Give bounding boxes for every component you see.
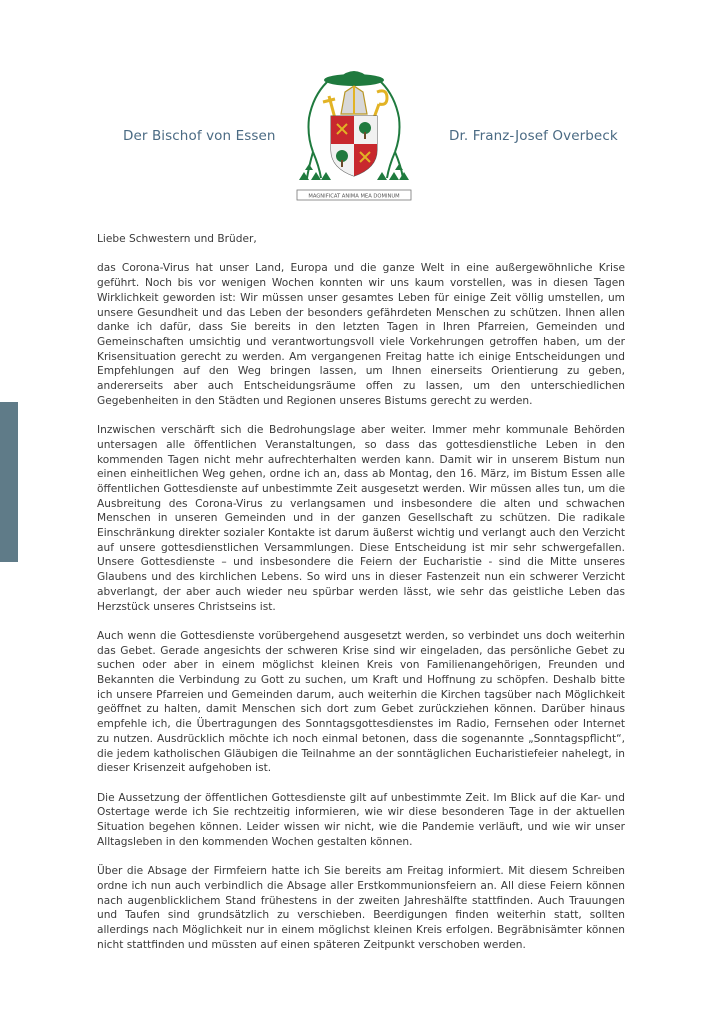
bishop-name: Dr. Franz-Josef Overbeck (449, 128, 618, 144)
bishop-title: Der Bischof von Essen (123, 128, 276, 144)
paragraph: Über die Absage der Firmfeiern hatte ich Sie bereits am Freitag informiert. Mit diesem Schreiben ordne ich nun auch verbindlich die Absage aller Erstkommunionsfeiern an. All diese Feiern können nach augenblicklichem Stand frühestens in der zweiten Jahreshälfte stattfinden. Auch Trauungen und Taufen sind grundsätzlich zu verschieben. Beerdigungen finden weiterhin statt, sollten allerdings nach Möglichkeit nur in einem möglichst kleinen Kreis erfolgen. Begräbnisämter können nicht stattfinden und müssten auf einen späteren Zeitpunkt verschoben werden. (97, 865, 625, 951)
crest-motto: MAGNIFICAT ANIMA MEA DOMINUM (308, 193, 400, 200)
paragraph: Die Aussetzung der öffentlichen Gottesdienste gilt auf unbestimmte Zeit. Im Blick auf die Kar- und Ostertage werde ich Sie rechtzeitig informieren, wie wir diese besonderen Tage in der aktuellen Situation begehen können. Leider wissen wir nicht, wie die Pandemie verläuft, und wie wir unser Alltagsleben in den kommenden Wochen gestalten können. (97, 791, 625, 848)
paragraph: das Corona-Virus hat unser Land, Europa und die ganze Welt in eine außergewöhnliche Krise geführt. Noch bis vor wenigen Wochen konnten wir uns kaum vorstellen, was in diesen Tagen Wirklichkeit geworden ist: Wir müssen unser gesamtes Leben für einige Zeit völlig umstellen, um unsere Gesundheit und das Leben der besonders gefährdeten Menschen zu schützen. Ihnen allen danke ich dafür, dass Sie bereits in den letzten Tagen in Ihren Pfarreien, Gemeinden und Gemeinschaften umsichtig und verantwortungsvoll viele Vorkehrungen getroffen haben, um der Krisensituation gerecht zu werden. Am vergangenen Freitag hatte ich einige Entscheidungen und Empfehlungen auf den Weg bringen lassen, um Ihnen einerseits Orientierung zu geben, andererseits aber auch Entscheidungsräume offen zu lassen, um den unterschiedlichen Gegebenheiten in den Städten und Regionen unseres Bistums gerecht zu werden. (97, 262, 625, 407)
coat-of-arms-logo (291, 66, 417, 208)
paragraph: Inzwischen verschärft sich die Bedrohungslage aber weiter. Immer mehr kommunale Behörden untersagen alle öffentlichen Veranstaltungen, so dass das gottesdienstliche Leben in den kommenden Tagen nicht mehr aufrechterhalten werden kann. Damit wir in unserem Bistum nun einen einheitlichen Weg gehen, ordne ich an, dass ab Montag, den 16. März, im Bistum Essen alle öffentlichen Gottesdienste auf unbestimmte Zeit ausgesetzt werden. Wir müssen alles tun, um die Ausbreitung des Corona-Virus zu verlangsamen und insbesondere die alten und schwachen Menschen in unseren Gemeinden und in der ganzen Gesellschaft zu schützen. Die radikale Einschränkung direkter sozialer Kontakte ist darum äußerst wichtig und verlangt auch den Verzicht auf unsere gottesdienstlichen Versammlungen. Diese Entscheidung ist mir sehr schwergefallen. Unsere Gottesdienste – und insbesondere die Feiern der Eucharistie - sind die Mitte unseres Glaubens und des kirchlichen Lebens. So wird uns in dieser Fastenzeit nun ein schwerer Verzicht abverlangt, der aber auch wieder neu spürbar werden lässt, wie sehr das geistliche Leben das Herzstück unseres Christseins ist. (97, 424, 625, 613)
letter-body (97, 232, 625, 967)
salutation: Liebe Schwestern und Brüder, (97, 233, 257, 245)
paragraph: Auch wenn die Gottesdienste vorübergehend ausgesetzt werden, so verbindet uns doch weiterhin das Gebet. Gerade angesichts der schweren Krise sind wir eingeladen, das persönliche Gebet zu suchen oder aber in einem möglichst kleinen Kreis von Familienangehörigen, Freunden und Bekannten die Verbindung zu Gott zu suchen, um Kraft und Hoffnung zu schöpfen. Deshalb bitte ich unsere Pfarreien und Gemeinden darum, auch weiterhin die Kirchen tagsüber nach Möglichkeit geöffnet zu halten, damit Menschen sich dort zum Gebet zurückziehen können. Darüber hinaus empfehle ich, die Übertragungen des Sonntagsgottesdienstes im Radio, Fernsehen oder Internet zu nutzen. Ausdrücklich möchte ich noch einmal betonen, dass die sogenannte „Sonntagspflicht“, die jedem katholischen Gläubigen die Teilnahme an der sonntäglichen Eucharistiefeier nahelegt, in dieser Krisenzeit aufgehoben ist. (97, 629, 625, 775)
side-tab-marker (0, 402, 18, 562)
